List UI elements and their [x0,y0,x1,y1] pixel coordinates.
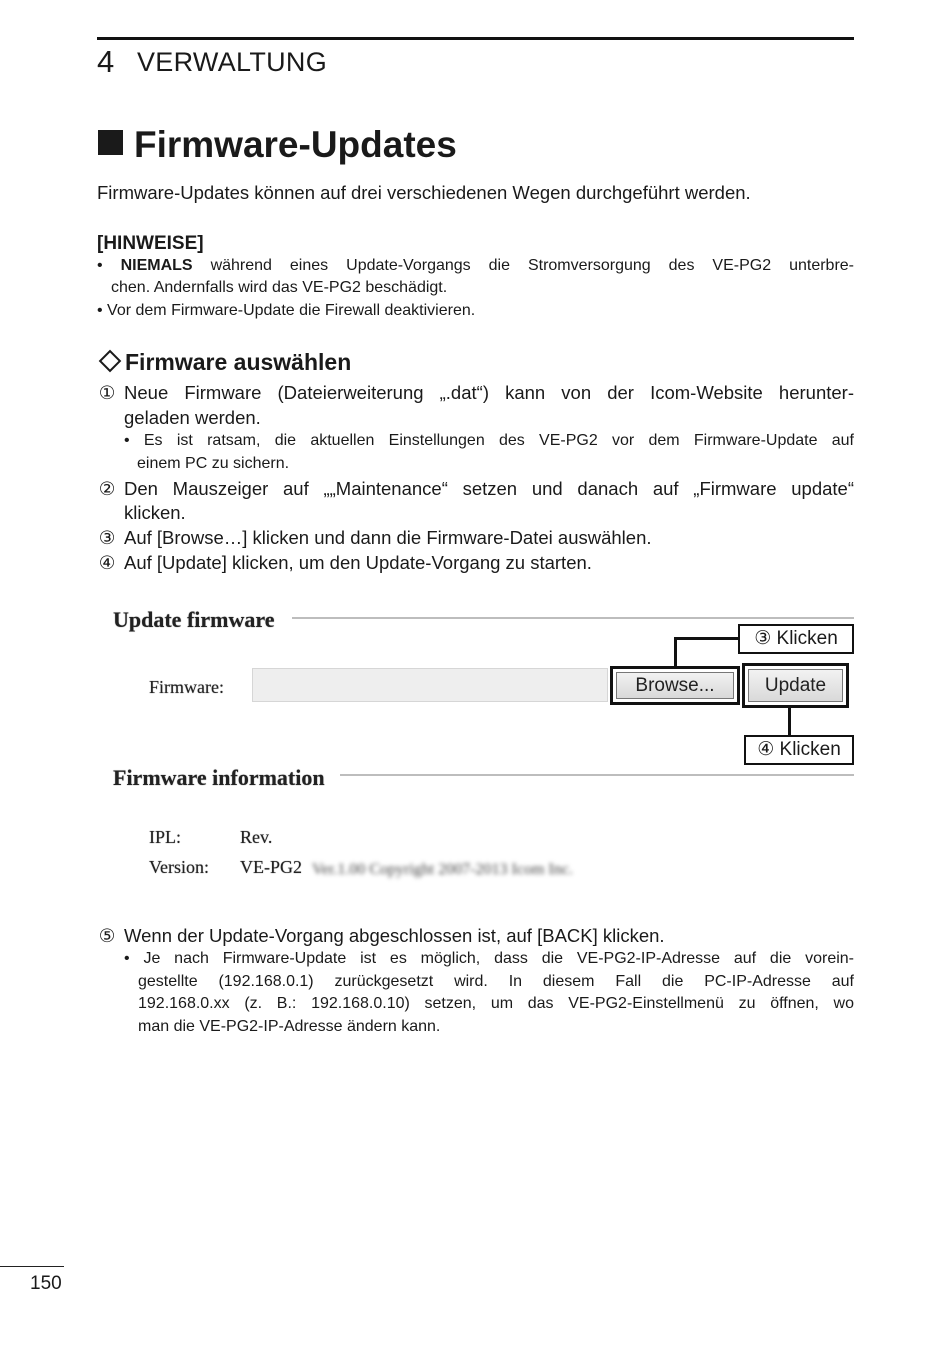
firmware-information-rule [340,774,854,776]
callout-browse-line-vertical [674,637,677,667]
browse-button[interactable] [610,666,740,705]
note-2-text: Vor dem Firmware-Update die Firewall deaktivieren. [107,302,476,319]
note-1-continued: chen. Andernfalls wird das VE-PG2 beschädigt. [111,279,448,296]
step-1-sub-text: Es ist ratsam, die aktuellen Einstellungen des VE-PG2 vor dem Firmware-Update auf [143,432,855,449]
callout-browse-line-horizontal [674,637,740,640]
step-3-number: ③ [98,527,116,548]
note-1-bold: NIEMALS [120,257,193,274]
step-1-line-1: Neue Firmware (Dateierweiterung „.dat“) kann von der Icom-Website herunter- [124,382,854,403]
callout-browse: ③ Klicken [738,624,854,654]
notes-heading: [HINWEISE] [97,233,204,254]
version-blurred-text: Ver.1.00 Copyright 2007-2013 Icom Inc. [312,861,573,878]
version-label: Version: [149,857,209,877]
diamond-icon [99,350,122,373]
step-5-number: ⑤ [98,925,116,946]
firmware-label: Firmware: [149,677,224,697]
callout-update: ④ Klicken [744,735,854,765]
step-3-line-1: Auf [Browse…] klicken und dann die Firmware-Datei auswählen. [124,527,652,548]
page-number: 150 [30,1273,62,1294]
section-title: Firmware-Updates [134,124,457,165]
update-button[interactable] [742,663,849,708]
step-5-line-1: Wenn der Update-Vorgang abgeschlossen ist, auf [BACK] klicken. [124,925,665,946]
header-rule [97,37,854,40]
ipl-label: IPL: [149,827,182,847]
version-value: VE-PG2 [240,857,302,877]
browse-button-label: Browse... [616,672,734,699]
step-4-number: ④ [98,552,116,573]
subsection-title: Firmware auswählen [125,349,352,375]
step-5-sub-text: Je nach Firmware-Update ist es möglich, dass die VE-PG2-IP-Adresse auf die vorein- [143,950,855,967]
firmware-information-title: Firmware information [113,765,325,790]
step-2-number: ② [98,478,116,499]
step-1-sub-line-2: einem PC zu sichern. [137,455,290,472]
chapter-number: 4 [97,44,115,79]
step-2-line-2: klicken. [124,502,186,523]
step-5-sub-line-4: man die VE-PG2-IP-Adresse ändern kann. [138,1018,441,1035]
section-square-icon [98,130,123,155]
note-2: • Vor dem Firmware-Update die Firewall deaktivieren. [97,302,476,319]
step-1-line-2: geladen werden. [124,407,261,428]
step-4-line-1: Auf [Update] klicken, um den Update-Vorgang zu starten. [124,552,592,573]
update-button-label: Update [748,669,843,702]
step-1-number: ① [98,382,116,403]
update-firmware-rule [292,617,854,619]
step-5-sub-line-1: • Je nach Firmware-Update ist es möglich, dass die VE-PG2-IP-Adresse auf die vorein- [124,950,855,967]
ipl-value: Rev. [240,827,273,847]
section-intro: Firmware-Updates können auf drei verschiedenen Wegen durchgeführt werden. [97,182,751,203]
firmware-file-input[interactable] [252,668,608,702]
footer-rule [0,1266,64,1267]
chapter-title: VERWALTUNG [137,47,328,77]
note-1-text: während eines Update-Vorgangs die Stromversorgung des VE-PG2 unterbre- [210,257,855,274]
step-5-sub-line-3: 192.168.0.xx (z. B.: 192.168.0.10) setzen, um das VE-PG2-Einstellmenü zu öffnen, wo [138,995,854,1012]
step-1-sub-line-1: • Es ist ratsam, die aktuellen Einstellungen des VE-PG2 vor dem Firmware-Update auf [124,432,855,449]
step-5-sub-line-2: gestellte (192.168.0.1) zurückgesetzt wird. In diesem Fall die PC-IP-Adresse auf [138,973,854,990]
note-1: • NIEMALS während eines Update-Vorgangs die Stromversorgung des VE-PG2 unterbre- [97,257,855,274]
step-2-line-1: Den Mauszeiger auf „„Maintenance“ setzen und danach auf „Firmware update“ [124,478,854,499]
callout-update-line [788,707,791,736]
update-firmware-title: Update firmware [113,607,275,632]
